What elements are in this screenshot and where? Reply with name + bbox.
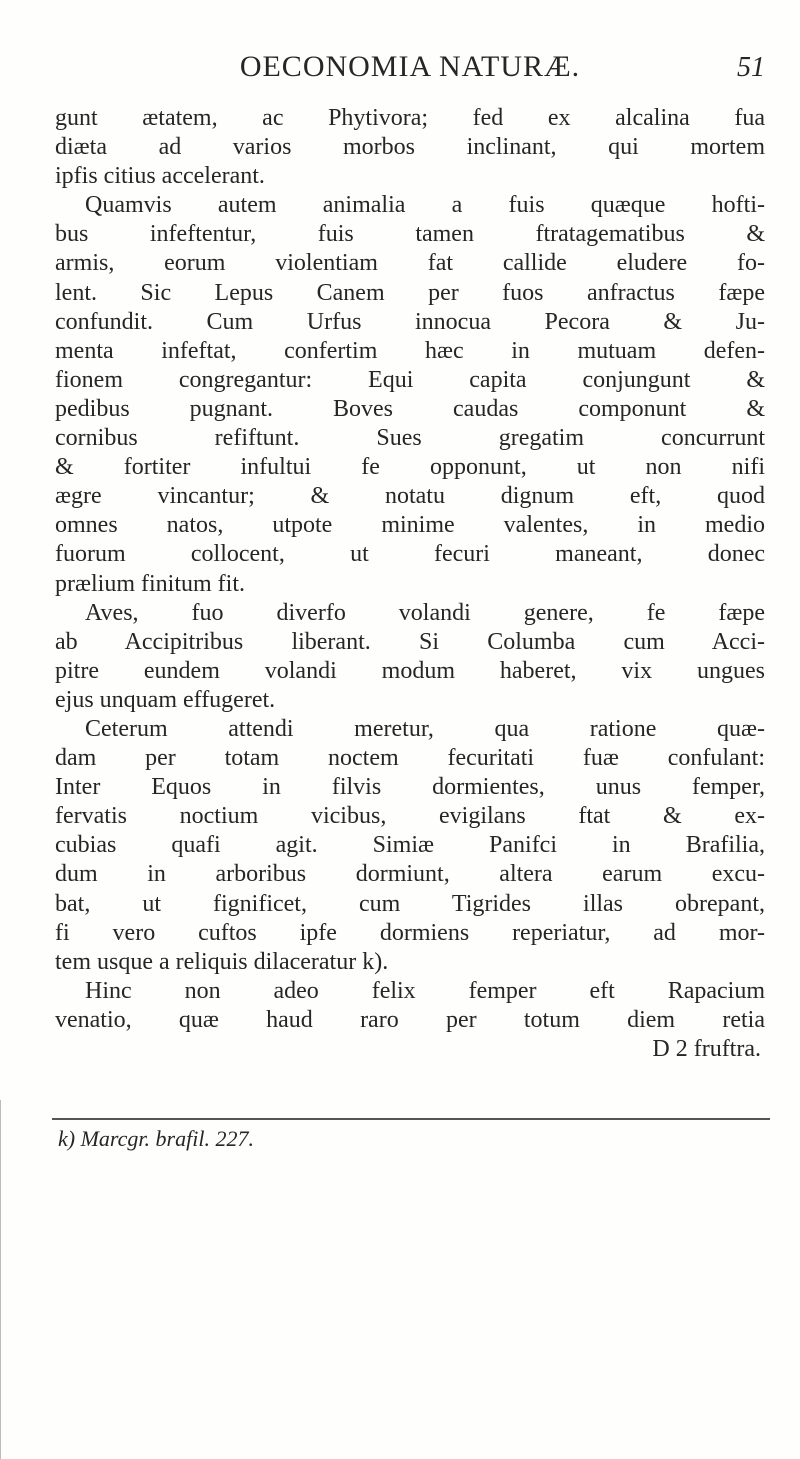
running-head: OECONOMIA NATURÆ. — [239, 50, 581, 83]
text-line: & fortiter infultui fe opponunt, ut non nifi — [55, 454, 765, 481]
text-line: diæta ad varios morbos inclinant, qui mortem — [55, 134, 765, 161]
signature-catchword-line: D 2 fruftra. — [652, 1036, 761, 1062]
body-text — [55, 104, 765, 1064]
text-line: tem usque a reliquis dilaceratur k). — [55, 948, 389, 975]
text-line: fuorum collocent, ut fecuri maneant, donec — [55, 541, 765, 568]
footnote-rule — [52, 1118, 770, 1120]
text-line: Inter Equos in filvis dormientes, unus femper, — [55, 774, 765, 801]
text-line: ejus unquam effugeret. — [55, 686, 276, 713]
text-line: menta infeftat, confertim hæc in mutuam defen- — [55, 337, 765, 364]
text-line: Hinc non adeo felix femper eft Rapacium — [85, 977, 765, 1004]
text-line: bus infeftentur, fuis tamen ftratagematibus & — [55, 221, 765, 248]
text-line: cubias quafi agit. Simiæ Panifci in Brafilia, — [55, 832, 765, 859]
footnote: k) Marcgr. brafil. 227. — [58, 1126, 254, 1151]
text-line: confundit. Cum Urfus innocua Pecora & Ju- — [55, 308, 765, 335]
text-line: prælium finitum fit. — [55, 570, 245, 597]
text-line: Ceterum attendi meretur, qua ratione quæ- — [85, 715, 765, 742]
text-line: ipfis citius accelerant. — [55, 163, 265, 190]
page-edge-mark — [0, 1100, 1, 1459]
text-line: bat, ut fignificet, cum Tigrides illas obrepant, — [55, 890, 765, 917]
text-line: gunt ætatem, ac Phytivora; fed ex alcalina fua — [55, 105, 765, 131]
text-line: armis, eorum violentiam fat callide eludere fo- — [55, 250, 765, 277]
text-line: pitre eundem volandi modum haberet, vix ungues — [55, 657, 765, 684]
text-line: fi vero cuftos ipfe dormiens reperiatur, ad mor- — [55, 919, 765, 946]
text-line: ægre vincantur; & notatu dignum eft, quod — [55, 483, 765, 510]
text-line: omnes natos, utpote minime valentes, in medio — [55, 512, 765, 539]
text-line: Quamvis autem animalia a fuis quæque hofti- — [85, 192, 765, 219]
text-line: ab Accipitribus liberant. Si Columba cum Acci- — [55, 628, 765, 655]
text-line: cornibus refiftunt. Sues gregatim concurrunt — [55, 425, 765, 452]
text-line: fionem congregantur: Equi capita conjungunt & — [55, 366, 765, 393]
text-line: pedibus pugnant. Boves caudas componunt & — [55, 395, 765, 422]
text-line: dam per totam noctem fecuritati fuæ confulant: — [55, 745, 765, 772]
text-line: fervatis noctium vicibus, evigilans ftat & ex- — [55, 803, 765, 830]
text-line: lent. Sic Lepus Canem per fuos anfractus fæpe — [55, 279, 765, 306]
text-line: venatio, quæ haud raro per totum diem retia — [55, 1006, 765, 1033]
page-number: 51 — [737, 52, 765, 83]
page-header — [55, 50, 765, 90]
text-line: Aves, fuo diverfo volandi genere, fe fæpe — [85, 599, 765, 626]
text-line: dum in arboribus dormiunt, altera earum excu- — [55, 861, 765, 888]
